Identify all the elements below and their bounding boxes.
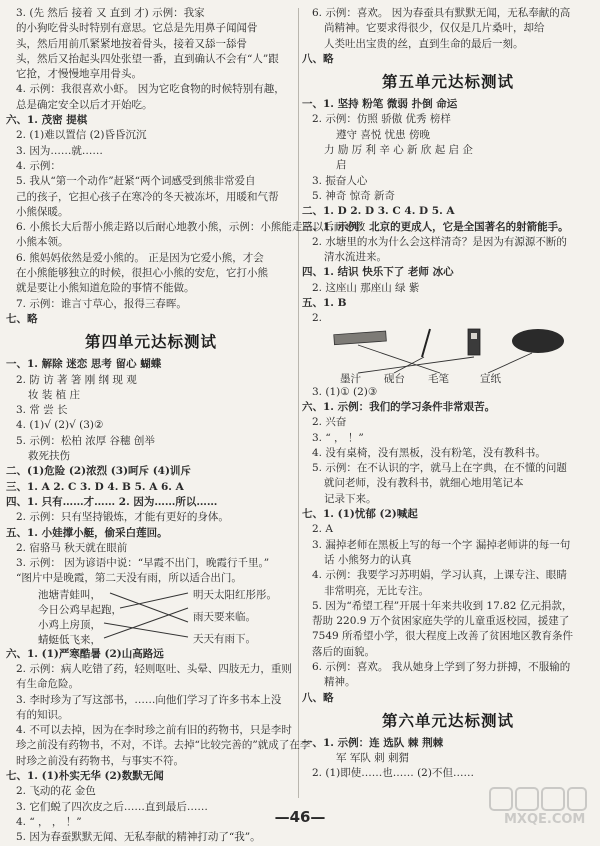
answer-line: 一、1. 解除 迷恋 思考 留心 蝴蝶 bbox=[6, 358, 162, 371]
answer-line: 妆 装 植 庄 bbox=[28, 388, 81, 401]
answer-line: 珍之前没有药物书，不对，不详。去掉“比较完善的”就成了在李 bbox=[16, 739, 311, 752]
answer-line: 小熊保暖。 bbox=[16, 205, 69, 218]
answer-line: 帮助 220.9 万个贫困家庭失学的儿童重返校园，援建了 bbox=[312, 615, 570, 628]
answer-line: 己的孩子，它担心孩子在寒冷的冬天被冻坏，用暖和气帮 bbox=[16, 190, 279, 203]
answer-line: 一、1. 坚持 粉笔 微弱 扑倒 命运 bbox=[302, 98, 458, 111]
answer-line: 5. 神奇 惊奇 新奇 bbox=[312, 189, 396, 202]
answer-line: 2. (1)即使……也…… (2)不但…… bbox=[312, 767, 474, 780]
answer-line: 2. 宿骆马 秋天就在眼前 bbox=[16, 541, 128, 554]
answer-line: 五、1. 小娃撑小艇，偷采白莲回。 bbox=[6, 526, 168, 539]
answer-line: 4. 不可以去掉，因为在李时珍之前有旧的药物书，只是李时 bbox=[16, 724, 292, 737]
answer-line: 2. 示例：病人吃错了药，轻则呕吐、头晕、四肢无力，重则 bbox=[16, 662, 292, 675]
answer-line: 人类吐出宝贵的丝，直到生命的最后一刻。 bbox=[324, 37, 524, 50]
answer-line: 六、1. 示例：我们的学习条件非常艰苦。 bbox=[302, 400, 496, 413]
answer-line: 3. (先 然后 接着 又 直到 才) 示例：我家 bbox=[16, 7, 205, 19]
match-left-item: 池塘青蛙叫， bbox=[38, 588, 101, 601]
watermark-logo bbox=[470, 786, 590, 832]
proverb-matching-figure bbox=[38, 587, 296, 647]
fig-label: 宣纸 bbox=[480, 372, 501, 385]
answer-line: 七、略 bbox=[6, 312, 38, 325]
answer-line: 落后的面貌。 bbox=[312, 645, 375, 658]
match-right-item: 雨天要来临。 bbox=[193, 610, 256, 623]
answer-line: 的小狗吃骨头时特别有意思。它总是先用鼻子闻闻骨 bbox=[16, 22, 258, 35]
unit-6-answers bbox=[302, 736, 594, 782]
answer-line: 清水流进来。 bbox=[324, 251, 387, 264]
answer-line: 2. bbox=[312, 312, 323, 325]
answer-line: 六、1. 茂密 提棋 bbox=[6, 114, 88, 127]
unit-5-title: 第五单元达标测试 bbox=[381, 73, 514, 92]
answer-line: 2. (1)难以置信 (2)昏昏沉沉 bbox=[16, 129, 147, 142]
answer-line: 话 小熊努力的认真 bbox=[324, 553, 412, 566]
answer-line: 总是确定安全以后才开始吃。 bbox=[16, 98, 153, 111]
unit-4-answers bbox=[6, 357, 296, 586]
answer-line: 非常明亮，无比专注。 bbox=[324, 584, 429, 597]
answer-line: 有的知识。 bbox=[16, 708, 69, 721]
answer-line: 4. 示例：我很喜欢小虾。 因为它吃食物的时候特别有趣， bbox=[16, 83, 285, 96]
answer-line: 军 军队 刺 刺猬 bbox=[336, 752, 410, 765]
column-divider bbox=[298, 8, 299, 798]
answer-line: 八、略 bbox=[302, 52, 334, 65]
answer-line: 二、1. D 2. D 3. C 4. D 5. A bbox=[302, 205, 455, 218]
unit-6-title: 第六单元达标测试 bbox=[381, 711, 514, 730]
answer-line: 5. 我从“第一个动作”赶紧“两个词感受到熊非常爱自 bbox=[16, 175, 256, 188]
answer-line: 2. 防 访 著 箸 刚 纲 现 观 bbox=[16, 373, 137, 386]
answer-line: 3. 李时珍为了写这部书，……向他们学习了许多书本上没 bbox=[16, 693, 282, 706]
answer-line: 力 励 厉 利 辛 心 新 欣 起 启 企 bbox=[324, 144, 473, 157]
answer-line: 就是要让小熊知道危险的事情不能做。 bbox=[16, 282, 195, 295]
answer-line: 4. “ ， ， ！” bbox=[16, 815, 82, 828]
answer-line: 6. 示例：喜欢。 因为春蚕具有默默无闻，无私奉献的高 bbox=[312, 7, 571, 19]
answer-line: 八、略 bbox=[302, 691, 334, 704]
answer-line: 3. 因为……就…… bbox=[16, 144, 103, 157]
answer-line: 二、(1)危险 (2)浓烈 (3)呵斥 (4)训斥 bbox=[6, 465, 191, 478]
unit-5-answers-part2 bbox=[302, 385, 594, 706]
answer-line: 时珍之前没有药物书，与事实不符。 bbox=[16, 754, 184, 767]
fig-label: 毛笔 bbox=[428, 372, 449, 385]
page-number: —46— bbox=[274, 808, 326, 826]
answer-line: 4. 没有桌椅，没有黑板，没有粉笔，没有教科书。 bbox=[312, 446, 546, 459]
unit-5-answers bbox=[302, 97, 594, 326]
answer-line: 2. 这座山 那座山 绿 紫 bbox=[312, 281, 420, 294]
answer-line: 精神。 bbox=[324, 676, 356, 689]
stationery-labels bbox=[328, 371, 568, 385]
answer-line: 七、1. (1)忧郁 (2)喊起 bbox=[302, 508, 418, 521]
inkstone-icon bbox=[512, 329, 564, 353]
answer-line: 3. 示例： 因为谚语中说：“早霞不出门，晚霞行千里。” bbox=[16, 557, 270, 570]
answer-line: 2. 兴奋 bbox=[312, 416, 347, 429]
answer-line: 2. A bbox=[312, 523, 333, 536]
match-left-item: 蜻蜓低飞来， bbox=[38, 633, 101, 646]
fig-label: 墨汁 bbox=[340, 372, 361, 385]
answer-line: 2. 示例：仿照 骄傲 优秀 榜样 bbox=[312, 113, 451, 126]
answer-line: 3. 它们蜕了四次皮之后……直到最后…… bbox=[16, 800, 208, 813]
unit-4-title: 第四单元达标测试 bbox=[84, 333, 217, 352]
answer-line: 头，然后用前爪紧紧地按着骨头，接着又舔一舔骨 bbox=[16, 37, 247, 50]
answer-line: 头，然后又抬起头四处张望一番，直到确认不会有“人”跟 bbox=[16, 52, 279, 65]
answer-line: 3. 常 尝 长 bbox=[16, 404, 68, 417]
answer-line: 5. 示例：在不认识的字，就马上在字典，在不懂的问题 bbox=[312, 462, 567, 475]
answer-line: 6. 熊妈妈依然是爱小熊的。 正是因为它爱小熊，才会 bbox=[16, 251, 264, 264]
ink-stick-icon bbox=[334, 331, 387, 345]
fig-label: 砚台 bbox=[384, 372, 405, 385]
watermark-text: MXQE.COM bbox=[504, 812, 586, 827]
answer-line: 有生命危险。 bbox=[16, 678, 79, 691]
answer-line: 2. 示例：只有坚持锻炼，才能有更好的身体。 bbox=[16, 511, 229, 524]
answer-line: 2. 飞动的花 金色 bbox=[16, 785, 96, 798]
match-right-item: 天天有雨下。 bbox=[193, 632, 256, 645]
right-column bbox=[302, 6, 594, 782]
match-right-item: 明天太阳红彤彤。 bbox=[193, 588, 277, 601]
brush-icon bbox=[422, 329, 430, 357]
answer-line: 启 bbox=[336, 159, 347, 172]
answer-line: 5. 示例：松柏 浓厚 谷穗 创举 bbox=[16, 434, 155, 447]
answer-line: 五、1. B bbox=[302, 297, 347, 310]
answer-line: 6. 示例：喜欢。 我从她身上学到了努力拼搏，不服输的 bbox=[312, 660, 571, 673]
answer-line: 三、1. A 2. C 3. D 4. B 5. A 6. A bbox=[6, 480, 184, 493]
answer-line: 4. 示例： bbox=[16, 159, 61, 172]
answer-line: 记录下来。 bbox=[324, 492, 377, 505]
answer-line: 四、1. 只有……才…… 2. 因为……所以…… bbox=[6, 495, 218, 508]
answer-line: 4. 示例：我要学习苏明娟，学习认真，上课专注、眼睛 bbox=[312, 569, 567, 582]
answer-line: 7549 所希望小学，很大程度上改善了贫困地区教育条件 bbox=[312, 630, 574, 643]
stationery-matching-figure bbox=[328, 327, 594, 385]
unit-4-answers-end bbox=[302, 6, 594, 67]
answer-line: 就问老师，没有教科书，就细心地用笔记本 bbox=[324, 477, 524, 490]
ink-bottle-icon bbox=[468, 329, 480, 355]
answer-line: 6. 小熊长大后帮小熊走路以后耐心地教小熊，示例：小熊能走路以后耐心教 bbox=[16, 221, 366, 234]
answer-line: 3. “ ， ！” bbox=[312, 431, 364, 444]
answer-line: 救死扶伤 bbox=[28, 450, 70, 463]
answer-line: 三、1. 示例：北京的更成人，它是全国著名的射箭能手。 bbox=[302, 220, 569, 233]
answer-line: 在小熊能够独立的时候，很担心小熊的安危，它打小熊 bbox=[16, 267, 268, 280]
answer-line: 5. 因为春蚕默默无闻、无私奉献的精神打动了“我”。 bbox=[16, 831, 261, 844]
answer-line: 尚精神。它要求得很少，仅仅是几片桑叶，却给 bbox=[324, 22, 545, 35]
answer-line: 一、1. 示例：连 选队 棘 荆棘 bbox=[302, 736, 444, 749]
answer-line: 四、1. 结识 快乐下了 老师 冰心 bbox=[302, 266, 454, 279]
answer-line: 六、1. (1)严寒酷暑 (2)山高路远 bbox=[6, 647, 164, 660]
answer-line: 它抢，才慢慢地享用骨头。 bbox=[16, 68, 142, 81]
answer-line: 3. 漏掉老师在黑板上写的每一个字 漏掉老师讲的每一句 bbox=[312, 538, 571, 551]
answer-line: 4. (1)√ (2)√ (3)② bbox=[16, 419, 104, 432]
answer-line: 2. 水塘里的水为什么会这样清奇？是因为有源源不断的 bbox=[312, 235, 567, 248]
answer-line: 遵守 喜悦 忧患 傍晚 bbox=[336, 128, 431, 141]
answer-line: 5. 因为“希望工程”开展十年来共收到 17.82 亿元捐款， bbox=[312, 599, 573, 612]
answer-line: 七、1. (1)朴实无华 (2)数默无闻 bbox=[6, 770, 164, 783]
answer-line: 3. (1)① (2)③ bbox=[312, 385, 378, 398]
match-left-item: 小鸡上房顶， bbox=[38, 618, 101, 631]
answer-line: “图片中是晚霞，第二天没有雨，所以适合出门。 bbox=[16, 572, 242, 585]
match-left-item: 今日公鸡早起跑， bbox=[38, 603, 122, 616]
answer-line: 小熊本领。 bbox=[16, 236, 69, 249]
answer-line: 7. 示例：谁言寸草心，报得三春晖。 bbox=[16, 297, 187, 310]
answer-line: 3. 振奋人心 bbox=[312, 174, 368, 187]
